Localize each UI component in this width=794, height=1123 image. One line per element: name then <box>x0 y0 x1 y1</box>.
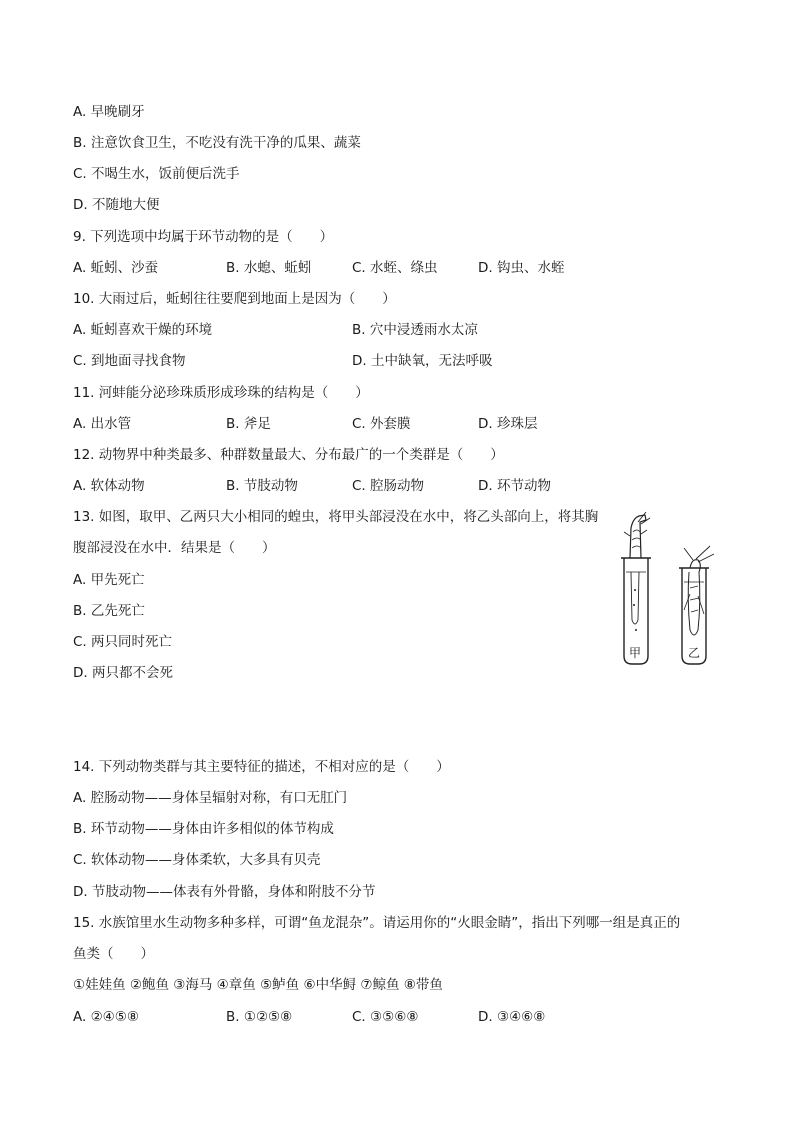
q14-option-a: A. 腔肠动物——身体呈辐射对称，有口无肛门 <box>73 790 348 806</box>
q8-option-b: B. 注意饮食卫生，不吃没有洗干净的瓜果、蔬菜 <box>73 135 361 151</box>
q10-option-a: A. 蚯蚓喜欢干燥的环境 <box>73 322 213 338</box>
q15-options <box>73 1007 733 1027</box>
q10-option-d: D. 土中缺氧，无法呼吸 <box>352 353 493 369</box>
q8-option-a: A. 早晚刷牙 <box>73 104 145 120</box>
q15-option-d: D. ③④⑥⑧ <box>478 1009 546 1025</box>
q10-option-c: C. 到地面寻找食物 <box>73 353 186 369</box>
q14-stem: 14. 下列动物类群与其主要特征的描述，不相对应的是（ ） <box>73 759 450 775</box>
q9-option-a: A. 蚯蚓、沙蚕 <box>73 260 159 276</box>
test-tubes-illustration <box>610 510 725 670</box>
q12-option-c: C. 腔肠动物 <box>352 478 425 494</box>
q15-option-b: B. ①②⑤⑧ <box>226 1009 293 1025</box>
q10-stem: 10. 大雨过后，蚯蚓往往要爬到地面上是因为（ ） <box>73 291 396 307</box>
q11-option-b: B. 斧足 <box>226 416 271 432</box>
q9-option-d: D. 钩虫、水蛭 <box>478 260 565 276</box>
tube-jia <box>621 512 651 664</box>
q9-stem: 9. 下列选项中均属于环节动物的是（ ） <box>73 229 334 245</box>
q13-option-a: A. 甲先死亡 <box>73 572 145 588</box>
q13-option-d: D. 两只都不会死 <box>73 665 173 681</box>
q11-option-d: D. 珍珠层 <box>478 416 538 432</box>
q13-stem-line1: 13. 如图，取甲、乙两只大小相同的蝗虫，将甲头部浸没在水中，将乙头部向上，将其胸 <box>73 509 599 525</box>
q8-option-d: D. 不随地大便 <box>73 197 160 213</box>
tube-label-jia: 甲 <box>629 646 642 660</box>
q12-option-b: B. 节肢动物 <box>226 478 298 494</box>
q11-option-c: C. 外套膜 <box>352 416 411 432</box>
q13-option-b: B. 乙先死亡 <box>73 603 145 619</box>
q15-stem-line2: 鱼类（ ） <box>73 946 154 962</box>
q12-option-a: A. 软体动物 <box>73 478 145 494</box>
q13-option-c: C. 两只同时死亡 <box>73 634 173 650</box>
q15-stem-line1: 15. 水族馆里水生动物多种多样，可谓“鱼龙混杂”。请运用你的“火眼金睛”，指出下列哪一组是真正的 <box>73 915 681 931</box>
q11-option-a: A. 出水管 <box>73 416 132 432</box>
q10-options-row1 <box>73 320 733 340</box>
q15-items: ①娃娃鱼 ②鲍鱼 ③海马 ④章鱼 ⑤鲈鱼 ⑥中华鲟 ⑦鲸鱼 ⑧带鱼 <box>73 977 443 993</box>
q10-option-b: B. 穴中浸透雨水太凉 <box>352 322 478 338</box>
q12-option-d: D. 环节动物 <box>478 478 551 494</box>
q9-option-b: B. 水螅、蚯蚓 <box>226 260 312 276</box>
q10-options-row2 <box>73 351 733 371</box>
test-tube-figure <box>610 510 725 670</box>
q15-option-c: C. ③⑤⑥⑧ <box>352 1009 419 1025</box>
q14-option-c: C. 软体动物——身体柔软，大多具有贝壳 <box>73 852 321 868</box>
q9-options <box>73 258 733 278</box>
q15-option-a: A. ②④⑤⑧ <box>73 1009 139 1025</box>
q11-stem: 11. 河蚌能分泌珍珠质形成珍珠的结构是（ ） <box>73 385 369 401</box>
q14-option-b: B. 环节动物——身体由许多相似的体节构成 <box>73 821 334 837</box>
q12-stem: 12. 动物界中种类最多、种群数量最大、分布最广的一个类群是（ ） <box>73 447 504 463</box>
q8-option-c: C. 不喝生水，饭前便后洗手 <box>73 166 240 182</box>
tube-label-yi: 乙 <box>688 646 701 660</box>
q11-options <box>73 414 733 434</box>
q14-option-d: D. 节肢动物——体表有外骨骼，身体和附肢不分节 <box>73 884 376 900</box>
q13-stem-line2: 腹部浸没在水中．结果是（ ） <box>73 540 276 556</box>
q12-options <box>73 476 733 496</box>
q9-option-c: C. 水蛭、绦虫 <box>352 260 438 276</box>
